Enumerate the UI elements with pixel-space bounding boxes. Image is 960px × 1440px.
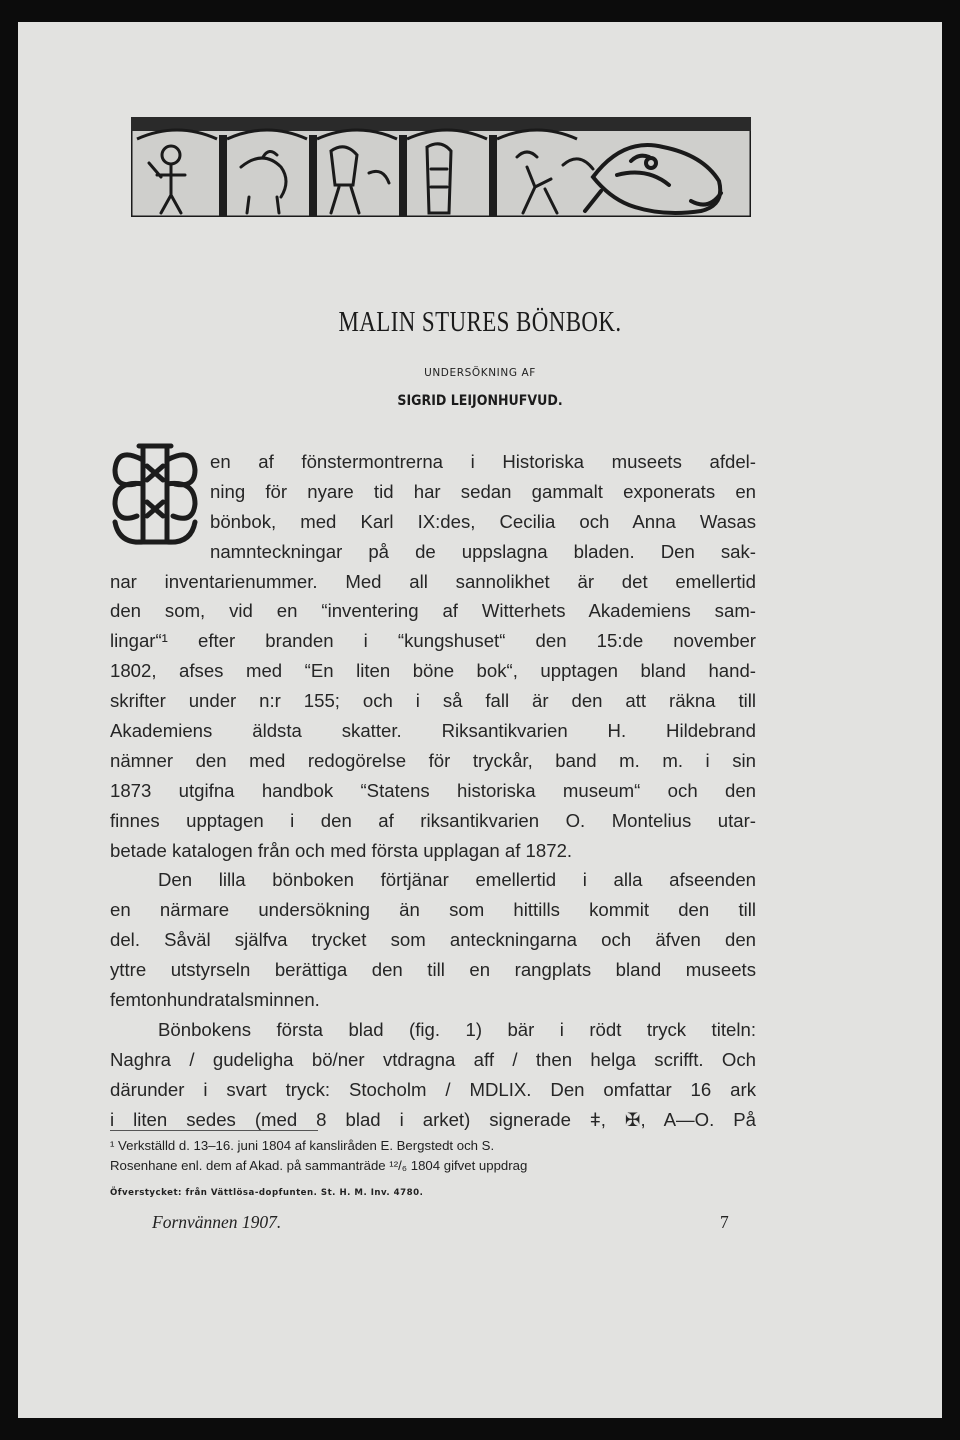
body-line: namnteckningar på de uppslagna bladen. Den sak- (210, 540, 756, 562)
body-line: en närmare undersökning än som hittills kommit den till (110, 899, 756, 921)
body-line: 1802, afses med “En liten böne bok“, upptagen bland hand- (110, 660, 756, 682)
body-line: nar inventarienummer. Med all sannolikhet är det emellertid (110, 570, 756, 592)
body-line: nämner den med redogörelse för tryckår, band m. m. i sin (110, 749, 756, 771)
body-line: därunder i svart tryck: Stocholm / MDLIX. Den omfattar 16 ark (110, 1078, 756, 1100)
illustration-caption: Öfverstycket: från Vättlösa-dopfunten. St. H. M. Inv. 4780. (110, 1188, 424, 1198)
article-subtitle: UNDERSÖKNING AF (424, 367, 536, 379)
article-title: MALIN STURES BÖNBOK. (338, 307, 622, 338)
author-name: SIGRID LEIJONHUFVUD. (397, 393, 563, 409)
document-page (18, 22, 942, 1418)
body-line: Den lilla bönboken förtjänar emellertid i alla afseenden (158, 869, 756, 891)
body-line: Akademiens äldsta skatter. Riksantikvarien H. Hildebrand (110, 720, 756, 742)
body-line: finnes upptagen i den af riksantikvarien O. Montelius utar- (110, 809, 756, 831)
body-line: 1873 utgifna handbok “Statens historiska museum“ och den (110, 779, 756, 801)
svg-text:D: D (154, 496, 156, 497)
body-line: den som, vid en “inventering af Witterhets Akademiens sam- (110, 600, 756, 622)
body-line: skrifter under n:r 155; och i så fall är den att räkna till (110, 690, 756, 712)
body-line: i liten sedes (med 8 blad i arket) signerade ǂ, ✠, A—O. På (110, 1108, 756, 1130)
frieze-illustration (131, 117, 751, 217)
body-line: bönbok, med Karl IX:des, Cecilia och Anna Wasas (210, 510, 756, 532)
body-line: en af fönstermontrerna i Historiska museets afdel- (210, 451, 756, 472)
journal-name: Fornvännen 1907. (152, 1212, 282, 1232)
body-line: ning för nyare tid har sedan gammalt exponerats en (210, 480, 756, 502)
body-line: Naghra / gudeligha bö/ner vtdragna aff / then helga scrifft. Och (110, 1048, 756, 1070)
body-line: betade katalogen från och med första upplagan af 1872. (110, 839, 573, 861)
footnote-divider (110, 1130, 318, 1131)
body-line: femtonhundratalsminnen. (110, 989, 320, 1011)
footnote (110, 1136, 756, 1176)
body-text (110, 447, 756, 1134)
body-line: lingar“¹ efter branden i “kungshuset“ den 15:de november (110, 630, 756, 652)
body-line: yttre utstyrseln berättiga den till en rangplats bland museets (110, 959, 756, 981)
body-line: del. Såväl själfva trycket som anteckningarna och äfven den (110, 929, 756, 951)
page-number: 7 (720, 1212, 729, 1232)
footnote-line: ¹ Verkställd d. 13–16. juni 1804 af kansliråden E. Bergstedt och S. (110, 1138, 495, 1153)
footnote-line: Rosenhane enl. dem af Akad. på sammanträde ¹²/₆ 1804 gifvet uppdrag (110, 1158, 528, 1173)
body-line: Bönbokens första blad (fig. 1) bär i rödt tryck titeln: (158, 1018, 756, 1040)
